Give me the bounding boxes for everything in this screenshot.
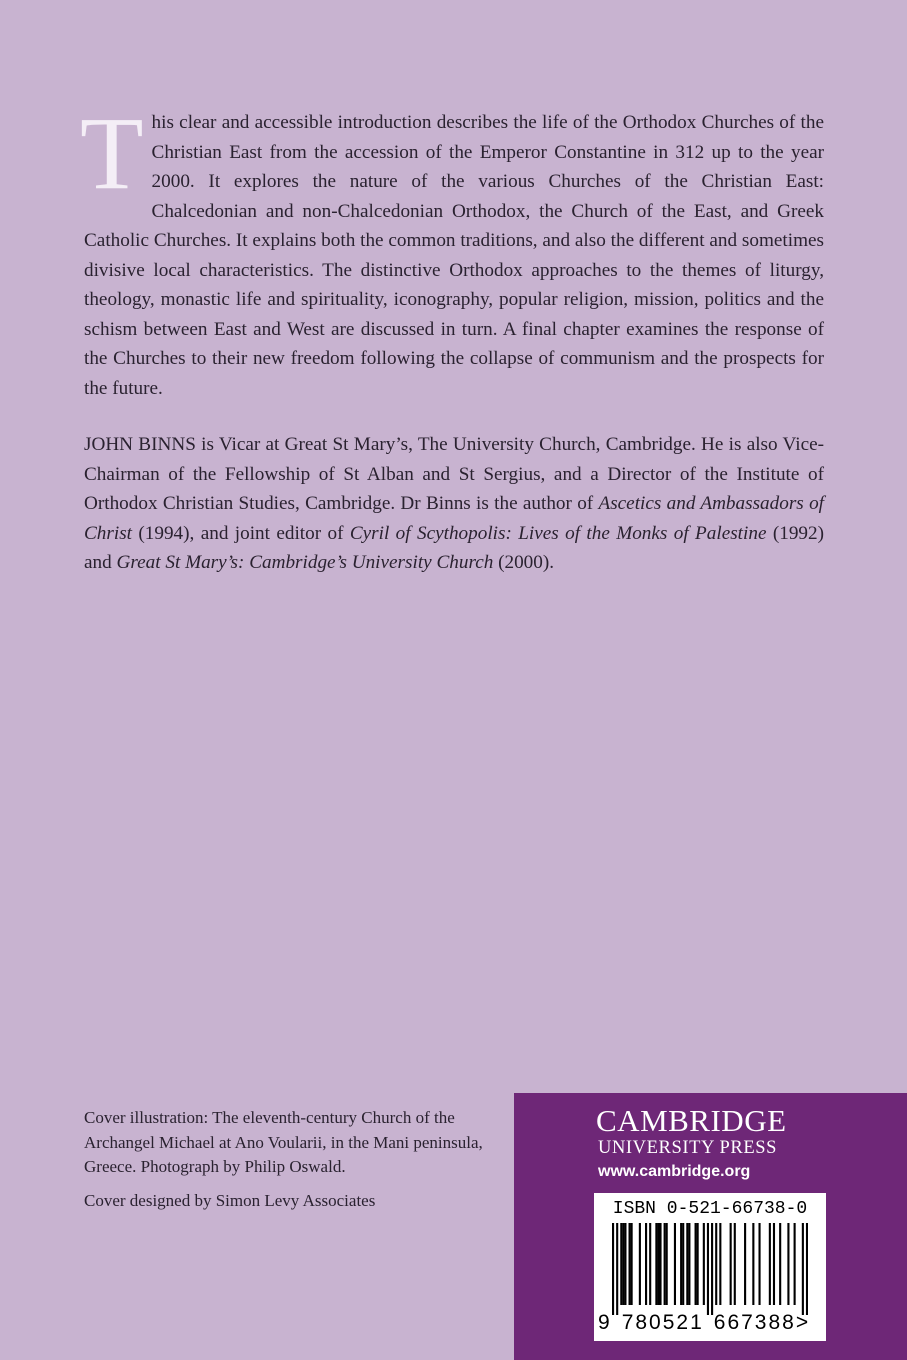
isbn-number: ISBN 0-521-66738-0 [612,1199,808,1219]
barcode-bar [730,1223,732,1305]
bio-book-title-1: Ascetics and Ambassadors of Christ [84,493,824,544]
bio-book-title-3: Great St Mary’s: Cambridge’s University Church [116,552,494,573]
ean-trail: > [795,1311,809,1334]
blurb-text: his clear and accessible introduction describes the life of the Orthodox Churches of the Christian East from the accession of the Emperor Constantine in 312 up to the year 2000. It explores the nature of the various Churches of the Christian East: Chalcedonian and non-Chalcedonian Orthodox, the Church of the East, and Greek Catholic Churches. It explains both the common traditions, and also the different and sometimes divisive local characteristics. The distinctive Orthodox approaches to the themes of liturgy, theology, monastic life and spirituality, iconography, popular religion, mission, politics and the schism between East and West are discussed in turn. A final chapter examines the response of the Churches to their new freedom following the collapse of communism and the prospects for the future. [84,112,824,399]
barcode-bar [802,1223,804,1315]
ean-right-group: 667388 [713,1311,796,1334]
bio-text-4: (2000). [493,552,555,573]
barcode-bar [629,1223,631,1305]
barcode-bar [645,1223,647,1305]
bio-text-3: (1992) and [84,522,825,573]
barcode-bar [612,1223,614,1315]
barcode-box [594,1193,826,1341]
design-credit: Cover designed by Simon Levy Associates [84,1190,376,1210]
barcode-icon [612,1223,808,1315]
barcode-bar [620,1223,622,1305]
barcode-bar [682,1223,684,1305]
barcode-bar [787,1223,789,1305]
publisher-subtitle: UNIVERSITY PRESS [598,1138,778,1158]
barcode-bar [664,1223,666,1305]
bio-book-title-2: Cyril of Scythopolis: Lives of the Monks of Palestine [349,522,767,544]
barcode-bar [639,1223,641,1305]
barcode-bar [659,1223,661,1305]
barcode-bar [680,1223,682,1305]
illustration-credit: Cover illustration: The eleventh-century Church of the Archangel Michael at Ano Voularii, in the Mani peninsula, Greece. Photograph by Philip Oswald. [84,1108,483,1176]
publisher-url[interactable]: www.cambridge.org [598,1163,751,1180]
barcode-bar [655,1223,657,1305]
barcode-bar [744,1223,746,1305]
barcode-bar [734,1223,736,1305]
barcode-bar [622,1223,624,1305]
ean-digits [598,1311,826,1335]
publisher-name: CAMBRIDGE [596,1103,787,1138]
ean-left-group: 780521 [621,1311,704,1334]
author-bio [84,430,824,578]
drop-cap: T [80,96,144,211]
ean-lead: 9 [598,1311,610,1334]
barcode-bar [616,1223,618,1315]
barcode-bar [674,1223,676,1305]
cover-credits [84,1106,504,1222]
barcode-bar [703,1223,705,1305]
barcode-bar [666,1223,668,1305]
barcode-bar [686,1223,688,1305]
barcode-bar [649,1223,651,1305]
bio-text-1: JOHN BINNS is Vicar at Great St Mary’s, The University Church, Cambridge. He is also Vice-Chairman of the Fellowship of St Alban and St Sergius, and a Director of the Institute of Orthodox Christian Studies, Cambridge. Dr Binns is the author of [84,434,824,514]
barcode-bar [758,1223,760,1305]
barcode-bar [695,1223,697,1305]
barcode-bar [697,1223,699,1305]
barcode-bar [715,1223,717,1305]
barcode-bar [769,1223,771,1305]
barcode-bar [631,1223,633,1305]
barcode-bar [624,1223,626,1305]
barcode-bar [779,1223,781,1305]
barcode-bar [752,1223,754,1305]
barcode-bar [707,1223,709,1315]
barcode-bar [794,1223,796,1305]
barcode-bar [657,1223,659,1305]
blurb-paragraph [80,96,824,403]
publisher-panel [514,1093,907,1360]
barcode-bar [688,1223,690,1305]
barcode-bar [773,1223,775,1305]
barcode-bar [711,1223,713,1315]
barcode-bar [719,1223,721,1305]
bio-text-2: (1994), and joint editor of [132,522,350,544]
barcode-bar [806,1223,808,1315]
